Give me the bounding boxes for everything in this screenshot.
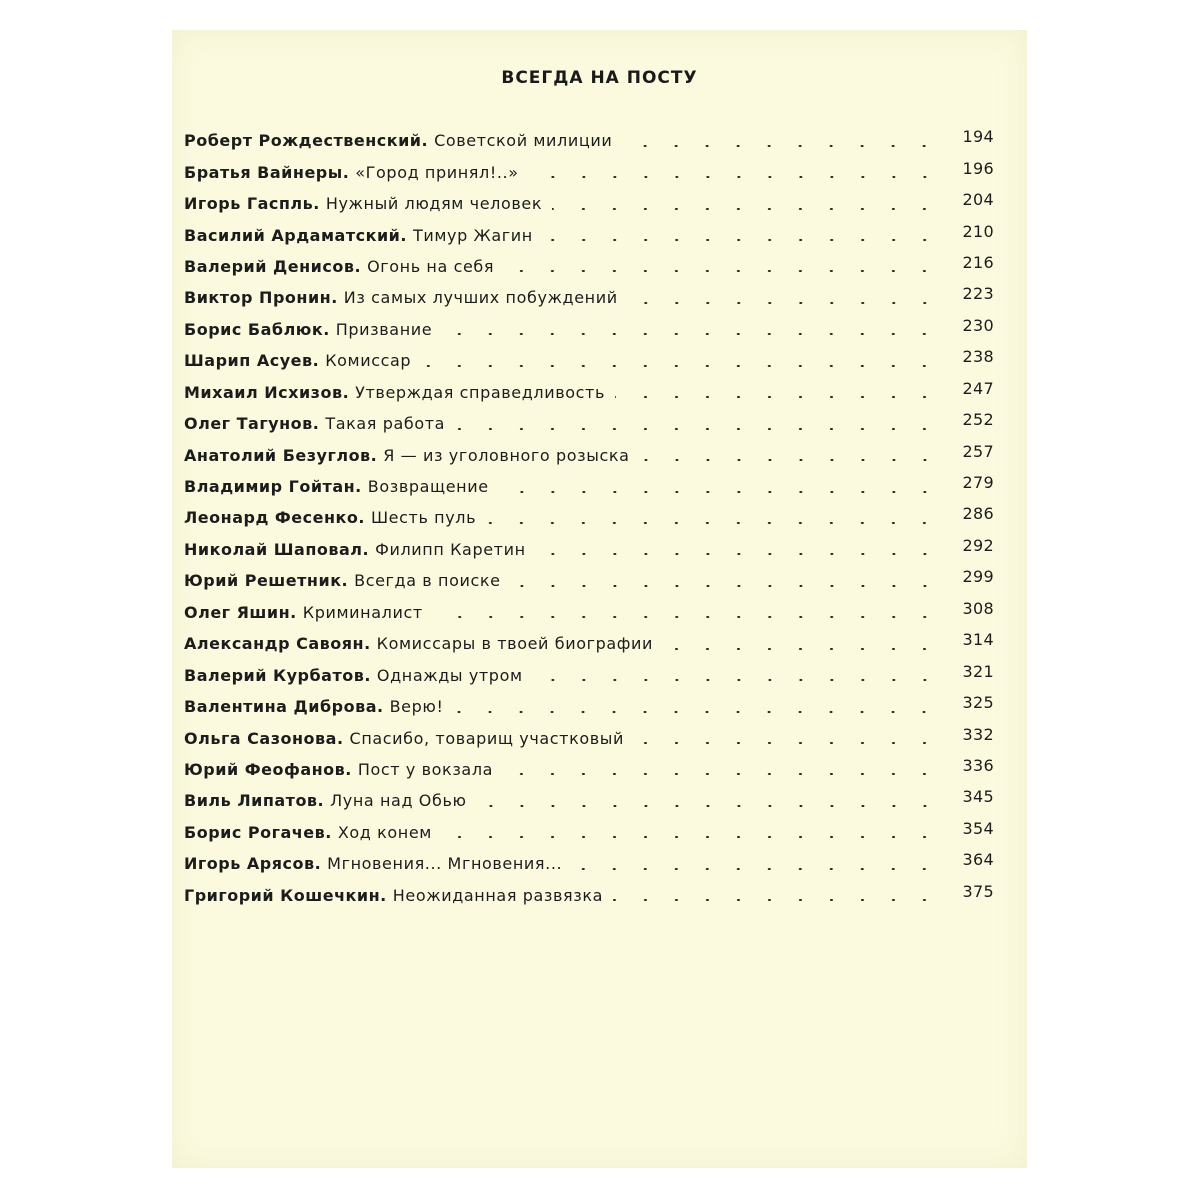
toc-page-number: 252 bbox=[962, 410, 994, 430]
toc-page-number: 364 bbox=[962, 850, 994, 870]
toc-page-number: 216 bbox=[962, 252, 994, 272]
dot-leader bbox=[622, 145, 940, 147]
toc-page-number: 332 bbox=[962, 724, 994, 744]
toc-work-title: Огонь на себя bbox=[367, 256, 495, 276]
toc-work-title: Нужный людям человек bbox=[325, 194, 543, 214]
toc-entry-text bbox=[184, 508, 476, 527]
toc-entry-text bbox=[184, 351, 411, 370]
toc-entry-text bbox=[184, 257, 494, 276]
dot-leader bbox=[486, 522, 940, 524]
toc-page-number: 308 bbox=[962, 598, 994, 618]
toc-page-number: 345 bbox=[962, 787, 994, 807]
toc-author: Василий Ардаматский. bbox=[184, 225, 407, 245]
dot-leader bbox=[504, 270, 940, 272]
toc-entry bbox=[184, 848, 994, 879]
toc-entry bbox=[184, 377, 994, 408]
toc-work-title: Филипп Каретин bbox=[375, 539, 526, 559]
toc-page-number: 238 bbox=[962, 347, 994, 367]
dot-leader bbox=[477, 805, 940, 807]
toc-author: Игорь Арясов. bbox=[184, 854, 322, 874]
toc-entry-text bbox=[184, 666, 523, 685]
toc-entry bbox=[184, 502, 994, 533]
toc-author: Игорь Гаспль. bbox=[184, 194, 320, 214]
toc-work-title: Шесть пуль bbox=[370, 508, 477, 528]
toc-work-title: Криминалист bbox=[302, 602, 423, 622]
toc-author: Шарип Асуев. bbox=[184, 351, 320, 371]
toc-page-number: 321 bbox=[962, 661, 994, 681]
toc-work-title: Пост у вокзала bbox=[357, 759, 494, 779]
toc-entry bbox=[184, 628, 994, 659]
toc-work-title: Однажды утром bbox=[376, 665, 523, 685]
toc-entry bbox=[184, 722, 994, 753]
dot-leader bbox=[640, 459, 940, 461]
dot-leader bbox=[455, 428, 940, 430]
toc-work-title: Советской милиции bbox=[434, 131, 613, 151]
dot-leader bbox=[634, 742, 940, 744]
toc-page-number: 314 bbox=[962, 630, 994, 650]
toc-author: Григорий Кошечкин. bbox=[184, 885, 387, 905]
toc-author: Борис Баблюк. bbox=[184, 319, 330, 339]
book-page bbox=[172, 30, 1027, 1168]
toc-page-number: 223 bbox=[962, 284, 994, 304]
toc-entry bbox=[184, 597, 994, 628]
dot-leader bbox=[543, 239, 940, 241]
toc-entry-text bbox=[184, 886, 603, 905]
toc-work-title: Комиссар bbox=[325, 351, 412, 371]
toc-entry-text bbox=[184, 854, 562, 873]
toc-author: Валерий Денисов. bbox=[184, 256, 362, 276]
toc-work-title: Спасибо, товарищ участковый bbox=[349, 728, 625, 748]
toc-entry-text bbox=[184, 540, 526, 559]
toc-entry bbox=[184, 471, 994, 502]
toc-entry bbox=[184, 880, 994, 911]
toc-work-title: Я — из уголовного розыска bbox=[383, 445, 630, 465]
toc-entry-text bbox=[184, 163, 519, 182]
dot-leader bbox=[442, 333, 940, 335]
toc-entry-text bbox=[184, 634, 653, 653]
toc-page-number: 247 bbox=[962, 378, 994, 398]
toc-work-title: Всегда в поиске bbox=[354, 571, 501, 591]
toc-work-title: Призвание bbox=[335, 319, 433, 339]
toc-entry bbox=[184, 188, 994, 219]
toc-page-number: 299 bbox=[962, 567, 994, 587]
toc-entry-text bbox=[184, 414, 445, 433]
dot-leader bbox=[572, 868, 940, 870]
toc-work-title: «Город принял!..» bbox=[355, 162, 519, 182]
toc-entry-text bbox=[184, 226, 533, 245]
dot-leader bbox=[529, 176, 940, 178]
toc-author: Валентина Диброва. bbox=[184, 697, 384, 717]
toc-entry-text bbox=[184, 571, 501, 590]
toc-author: Николай Шаповал. bbox=[184, 539, 370, 559]
toc-page-number: 257 bbox=[962, 441, 994, 461]
dot-leader bbox=[499, 491, 940, 493]
table-of-contents bbox=[184, 125, 994, 911]
toc-page-number: 354 bbox=[962, 818, 994, 838]
toc-work-title: Луна над Обью bbox=[330, 791, 467, 811]
toc-entry-text bbox=[184, 477, 489, 496]
toc-work-title: Такая работа bbox=[325, 414, 446, 434]
dot-leader bbox=[536, 553, 940, 555]
toc-entry bbox=[184, 817, 994, 848]
dot-leader bbox=[453, 711, 940, 713]
dot-leader bbox=[442, 836, 940, 838]
toc-page-number: 210 bbox=[962, 221, 994, 241]
toc-author: Александр Савоян. bbox=[184, 634, 371, 654]
toc-work-title: Неожиданная развязка bbox=[392, 885, 604, 905]
toc-entry bbox=[184, 785, 994, 816]
dot-leader bbox=[533, 679, 940, 681]
toc-page-number: 292 bbox=[962, 535, 994, 555]
toc-entry-text bbox=[184, 383, 605, 402]
toc-entry bbox=[184, 565, 994, 596]
toc-page-number: 375 bbox=[962, 881, 994, 901]
toc-author: Олег Яшин. bbox=[184, 602, 297, 622]
toc-entry-text bbox=[184, 791, 467, 810]
dot-leader bbox=[433, 616, 940, 618]
toc-entry-text bbox=[184, 288, 618, 307]
toc-entry-text bbox=[184, 729, 624, 748]
toc-work-title: Мгновения... Мгновения... bbox=[327, 854, 563, 874]
toc-work-title: Тимур Жагин bbox=[412, 225, 533, 245]
toc-entry-text bbox=[184, 194, 542, 213]
toc-entry-text bbox=[184, 131, 612, 150]
section-title: ВСЕГДА НА ПОСТУ bbox=[501, 68, 698, 88]
toc-author: Роберт Рождественский. bbox=[184, 131, 429, 151]
toc-entry bbox=[184, 408, 994, 439]
toc-page-number: 325 bbox=[962, 693, 994, 713]
dot-leader bbox=[511, 585, 940, 587]
toc-author: Владимир Гойтан. bbox=[184, 477, 362, 497]
toc-entry-text bbox=[184, 760, 493, 779]
toc-entry bbox=[184, 659, 994, 690]
toc-entry bbox=[184, 282, 994, 313]
toc-author: Борис Рогачев. bbox=[184, 822, 332, 842]
toc-work-title: Ход конем bbox=[337, 822, 432, 842]
toc-author: Анатолий Безуглов. bbox=[184, 445, 378, 465]
toc-entry bbox=[184, 251, 994, 282]
toc-work-title: Комиссары в твоей биографии bbox=[376, 634, 654, 654]
toc-page-number: 204 bbox=[962, 190, 994, 210]
toc-entry bbox=[184, 125, 994, 156]
toc-author: Олег Тагунов. bbox=[184, 414, 320, 434]
toc-page-number: 286 bbox=[962, 504, 994, 524]
toc-entry bbox=[184, 345, 994, 376]
dot-leader bbox=[628, 302, 940, 304]
toc-page-number: 279 bbox=[962, 473, 994, 493]
toc-entry bbox=[184, 754, 994, 785]
toc-author: Юрий Решетник. bbox=[184, 571, 349, 591]
dot-leader bbox=[615, 396, 940, 398]
toc-page-number: 194 bbox=[962, 127, 994, 147]
toc-entry bbox=[184, 691, 994, 722]
toc-page-number: 196 bbox=[962, 158, 994, 178]
toc-author: Леонард Фесенко. bbox=[184, 508, 365, 528]
toc-entry bbox=[184, 439, 994, 470]
toc-author: Михаил Исхизов. bbox=[184, 382, 350, 402]
dot-leader bbox=[552, 208, 940, 210]
toc-entry-text bbox=[184, 603, 423, 622]
toc-entry bbox=[184, 156, 994, 187]
toc-page-number: 230 bbox=[962, 315, 994, 335]
dot-leader bbox=[613, 899, 940, 901]
toc-work-title: Утверждая справедливость bbox=[355, 382, 605, 402]
toc-author: Братья Вайнеры. bbox=[184, 162, 350, 182]
dot-leader bbox=[503, 773, 940, 775]
toc-page-number: 336 bbox=[962, 755, 994, 775]
toc-author: Виль Липатов. bbox=[184, 791, 325, 811]
toc-entry-text bbox=[184, 320, 432, 339]
toc-author: Юрий Феофанов. bbox=[184, 759, 352, 779]
toc-entry bbox=[184, 314, 994, 345]
toc-entry bbox=[184, 534, 994, 565]
toc-author: Валерий Курбатов. bbox=[184, 665, 371, 685]
toc-work-title: Верю! bbox=[389, 697, 444, 717]
toc-work-title: Из самых лучших побуждений bbox=[343, 288, 618, 308]
toc-work-title: Возвращение bbox=[367, 477, 489, 497]
toc-entry bbox=[184, 219, 994, 250]
dot-leader bbox=[663, 648, 940, 650]
toc-author: Ольга Сазонова. bbox=[184, 728, 344, 748]
dot-leader bbox=[421, 365, 940, 367]
toc-author: Виктор Пронин. bbox=[184, 288, 338, 308]
toc-entry-text bbox=[184, 446, 630, 465]
toc-entry-text bbox=[184, 697, 443, 716]
toc-entry-text bbox=[184, 823, 432, 842]
